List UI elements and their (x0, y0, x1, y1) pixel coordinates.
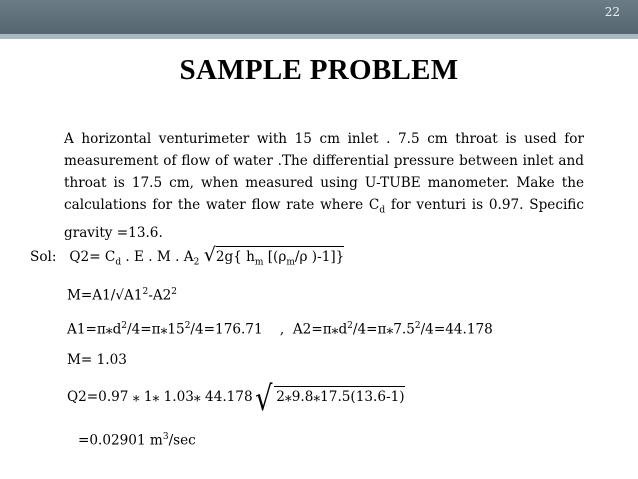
eq3-a2-b: /4=π⁎7.5 (352, 321, 415, 338)
eq1-rad-a: 2g{ h (215, 249, 255, 265)
eq2-sup1: 2 (142, 287, 149, 297)
eq1-pre: Q2= C (69, 249, 116, 265)
eq1-a-sub: 2 (193, 257, 200, 268)
header-bar (0, 0, 638, 34)
eq3-a1-sup2: 2 (184, 321, 191, 331)
eq3-a1-c: /4=176.71 (190, 321, 263, 338)
eq3-a2-a: A2=π⁎d (292, 321, 348, 338)
eq1-rad-c: /ρ )-1]} (294, 249, 345, 265)
eq3-a1-sup1: 2 (121, 321, 128, 331)
eq2-rad-b: -A2 (148, 287, 172, 304)
eq3-a1-b: /4=π⁎15 (127, 321, 185, 338)
eq1-hm-sub: m (254, 257, 264, 268)
eq1-cd-sub: d (115, 257, 122, 268)
eq2-rad-a: A1 (124, 287, 143, 304)
slide-title: SAMPLE PROBLEM (179, 54, 459, 86)
eq3-a2-sup2: 2 (414, 321, 421, 331)
square-root-icon: √ (203, 244, 216, 266)
equation-m-value: M= 1.03 (67, 352, 127, 368)
problem-statement (64, 128, 584, 244)
eq5-radicand: 2⁎9.8⁎17.5(13.6-1) (274, 386, 404, 405)
problem-text-b: for venturi is 0.97. Specific gravity =13.6. (64, 197, 584, 241)
eq1-radicand (215, 246, 345, 268)
eq3-a2-sup1: 2 (347, 321, 353, 331)
eq1-rad-b: [(ρ (263, 249, 287, 265)
equation-areas (67, 321, 493, 338)
eq3-a1-a: A1=π⁎d (67, 321, 122, 338)
eq2-pre: M=A1/ (67, 287, 116, 304)
problem-text-a: A horizontal venturimeter with 15 cm inlet . 7.5 cm throat is used for measurement of flow of water .The differential pressure between inlet and throat is 17.5 cm, when measured using U-TUBE manometer. Make the calculations for the water flow rate where C (64, 131, 584, 213)
square-root-icon: √ (115, 287, 125, 304)
eq5-pre: Q2=0.97 ⁎ 1⁎ 1.03⁎ 44.178 (67, 389, 253, 405)
eq1-rho-sub: m (286, 257, 295, 268)
equation-m-formula (67, 287, 177, 304)
eq6-value: =0.02901 m (78, 432, 163, 449)
eq1-mid: . E . M . A (121, 249, 194, 265)
eq2-sup2: 2 (171, 287, 178, 297)
eq3-separator: , (262, 321, 293, 338)
equation-q2-substitution (67, 379, 405, 419)
sol-label: Sol: (30, 249, 57, 265)
slide-number: 22 (604, 5, 620, 19)
square-root-icon: √ (254, 379, 273, 419)
eq6-unit: /sec (168, 432, 196, 449)
equation-q2-formula (30, 244, 344, 268)
eq6-sup: 3 (162, 432, 169, 442)
header-accent-line (0, 34, 638, 39)
eq3-a2-c: /4=44.178 (420, 321, 493, 338)
cd-subscript: d (379, 205, 386, 216)
equation-result (78, 432, 196, 449)
